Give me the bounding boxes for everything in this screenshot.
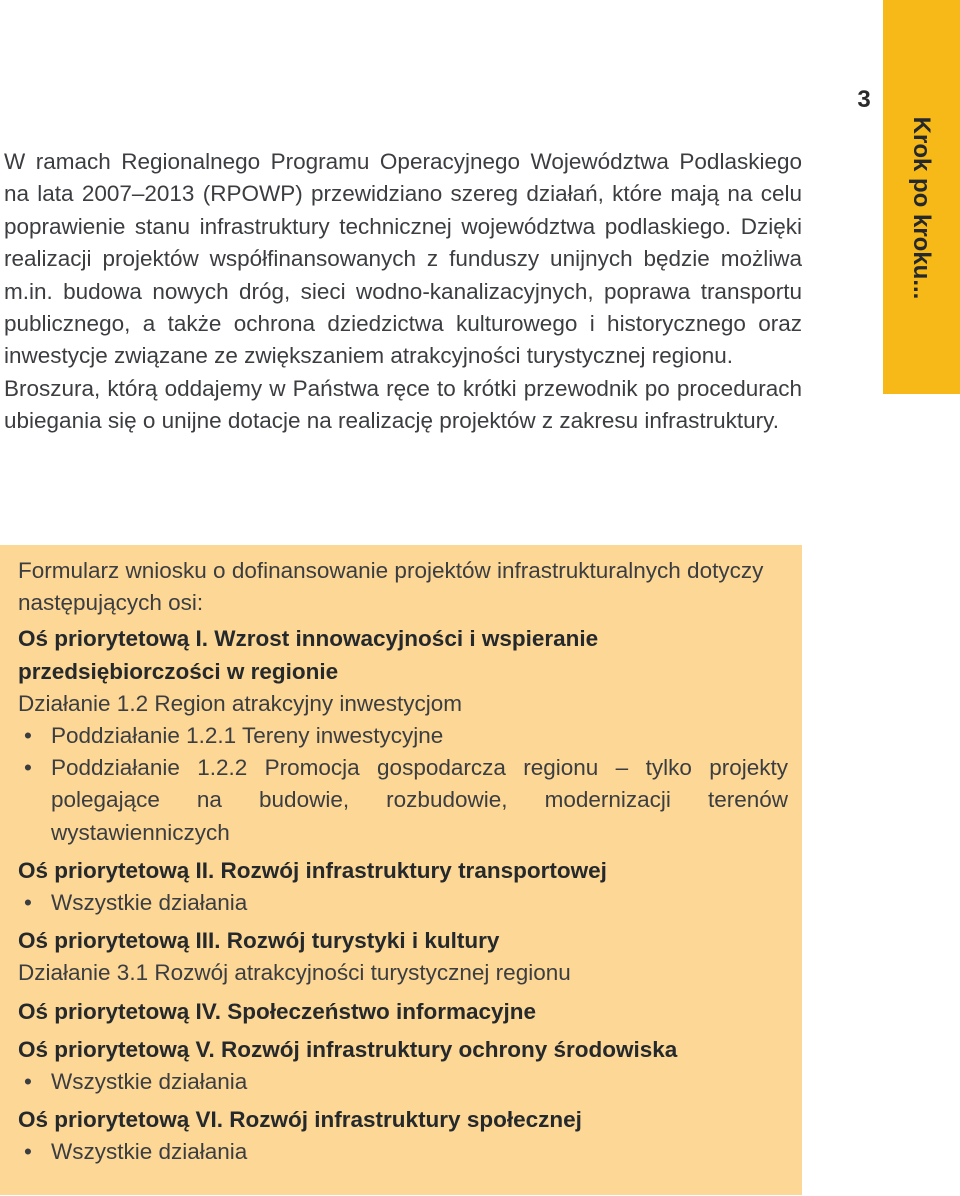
list-item-text: Wszystkie działania [51,1139,248,1165]
intro-paragraph-2: Broszura, którą oddajemy w Państwa ręce to krótki przewodnik po procedurach ubiegania się o unijne dotacje na realizację projektów z zakresu infrastruktury. [4,375,802,434]
bullet-icon: • [24,890,32,916]
box-intro: Formularz wniosku o dofinansowanie projektów infrastrukturalnych dotyczy następujących osi: [18,558,764,616]
intro-paragraph-1: W ramach Regionalnego Programu Operacyjnego Województwa Podlaskiego na lata 2007–2013 (RPOWP) przewidziano szereg działań, które mają na celu poprawienie stanu infrastruktury technicznej województwa podlaskiego. Dzięki realizacji projektów współfinansowanych z funduszy unijnych będzie możliwa m.in. budowa nowych dróg, sieci wodno-kanalizacyjnych, poprawa transportu publicznego, a także ochrona dziedzictwa kulturowego i historycznego oraz inwestycje związane ze zwiększaniem atrakcyjności turystycznej regionu. [4,149,802,369]
list-item [18,1136,788,1168]
list-item-text: Wszystkie działania [51,1069,248,1095]
axis-2-title: Oś priorytetową II. Rozwój infrastruktury transportowej [18,857,607,883]
axis-6-list [18,1136,788,1168]
priority-axes-box [0,545,802,1195]
axis-3-action: Działanie 3.1 Rozwój atrakcyjności turystycznej regionu [18,960,571,986]
priority-axes-content [18,555,788,1169]
bullet-icon: • [24,755,32,781]
axis-5-title: Oś priorytetową V. Rozwój infrastruktury ochrony środowiska [18,1036,678,1062]
list-item [18,752,788,849]
axis-3-title: Oś priorytetową III. Rozwój turystyki i kultury [18,928,500,954]
list-item-text: Poddziałanie 1.2.1 Tereny inwestycyjne [51,723,444,749]
axis-2-list [18,887,788,919]
axis-6-title: Oś priorytetową VI. Rozwój infrastruktury społecznej [18,1107,582,1133]
bullet-icon: • [24,1139,32,1165]
axis-1-list [18,720,788,849]
bullet-icon: • [24,1069,32,1095]
page-number: 3 [857,86,871,113]
intro-text [4,146,802,438]
list-item [18,1066,788,1098]
bullet-icon: • [24,723,32,749]
axis-1-title: Oś priorytetową I. Wzrost innowacyjności i wspieranie przedsiębiorczości w regionie [18,626,599,684]
list-item [18,720,788,752]
list-item [18,887,788,919]
axis-5-list [18,1066,788,1098]
list-item-text: Poddziałanie 1.2.2 Promocja gospodarcza regionu – tylko projekty polegające na budowie, rozbudowie, modernizacji terenów wystawienniczych [51,755,788,845]
side-tab-label: Krok po kroku... [908,116,935,300]
axis-4-title: Oś priorytetową IV. Społeczeństwo informacyjne [18,998,537,1024]
list-item-text: Wszystkie działania [51,890,248,916]
axis-1-action: Działanie 1.2 Region atrakcyjny inwestycjom [18,690,462,716]
